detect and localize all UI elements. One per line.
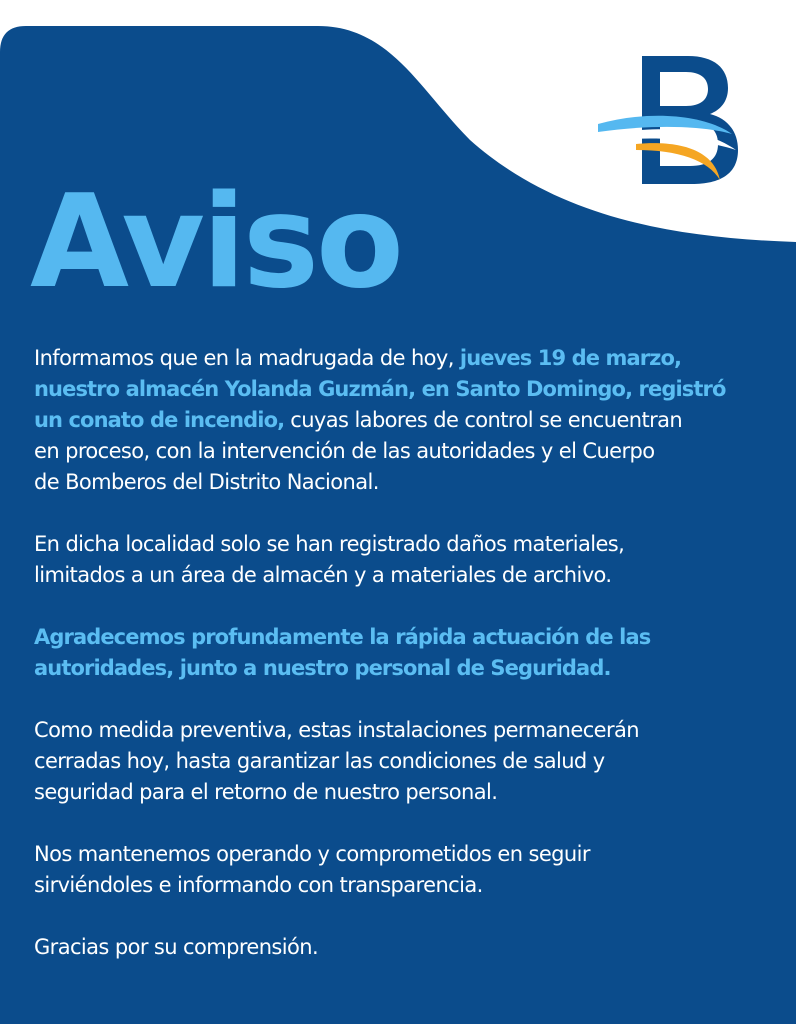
- highlight-thanks: Agradecemos profundamente la rápida actuación de las: [34, 625, 651, 649]
- brand-b-logo-icon: [596, 52, 746, 184]
- paragraph-operating: [34, 839, 784, 901]
- text-segment: Informamos que en la madrugada de hoy,: [34, 346, 460, 370]
- text-line: Como medida preventiva, estas instalaciones permanecerán: [34, 718, 639, 742]
- paragraph-preventive: [34, 715, 784, 808]
- text-line: en proceso, con la intervención de las autoridades y el Cuerpo: [34, 439, 655, 463]
- text-line: [34, 343, 784, 374]
- notice-title: Aviso: [30, 168, 401, 317]
- text-line: limitados a un área de almacén y a materiales de archivo.: [34, 563, 612, 587]
- highlight-date: jueves 19 de marzo,: [459, 346, 682, 370]
- notice-body: [34, 343, 784, 994]
- text-line: [34, 405, 784, 436]
- text-line: Nos mantenemos operando y comprometidos en seguir: [34, 842, 590, 866]
- paragraph-closing: [34, 932, 784, 963]
- highlight-fire: un conato de incendio,: [34, 408, 285, 432]
- paragraph-incident: [34, 343, 784, 498]
- text-line: de Bomberos del Distrito Nacional.: [34, 470, 379, 494]
- text-line: seguridad para el retorno de nuestro personal.: [34, 780, 498, 804]
- paragraph-damages: [34, 529, 784, 591]
- text-line: En dicha localidad solo se han registrado daños materiales,: [34, 532, 625, 556]
- text-line: cerradas hoy, hasta garantizar las condiciones de salud y: [34, 749, 605, 773]
- text-line: Gracias por su comprensión.: [34, 935, 319, 959]
- highlight-thanks: autoridades, junto a nuestro personal de Seguridad.: [34, 656, 611, 680]
- highlight-warehouse: nuestro almacén Yolanda Guzmán, en Santo Domingo, registró: [34, 377, 726, 401]
- text-line: sirviéndoles e informando con transparencia.: [34, 873, 483, 897]
- paragraph-thanks: [34, 622, 784, 684]
- text-segment: cuyas labores de control se encuentran: [284, 408, 683, 432]
